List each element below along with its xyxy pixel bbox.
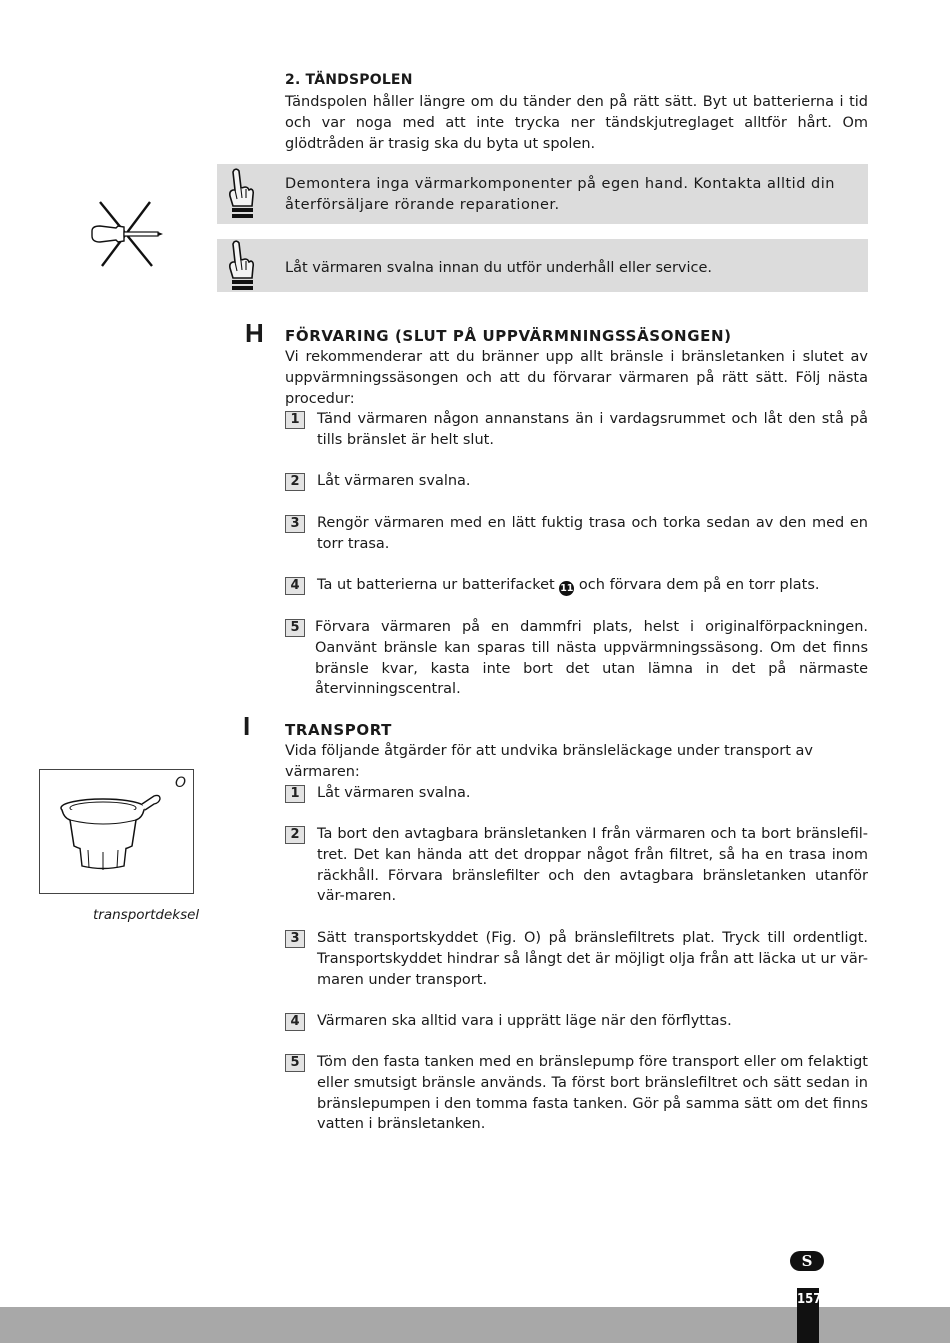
language-badge: S bbox=[790, 1251, 824, 1271]
step-text-part: Ta ut batterierna ur batterifacket bbox=[317, 577, 560, 593]
step-number: 5 bbox=[285, 619, 305, 637]
step-text: Låt värmaren svalna. bbox=[317, 785, 471, 801]
section-title-transport: TRANSPORT bbox=[285, 721, 393, 739]
step-text bbox=[317, 575, 868, 596]
step-text: Sätt transportskyddet (Fig. O) på bränslefiltrets plat. Tryck till ordentligt. Transportskyddet hindrar så långt det är möjligt olja från att läcka ut ur vär-maren under transport. bbox=[317, 930, 868, 988]
section-letter-i: I bbox=[243, 711, 251, 741]
step-text: Ta bort den avtagbara bränsletanken I från värmaren och ta bort bränslefil-tret. Det kan hända att det droppar något från filtret, så ha en trasa inom räckhåll. Förvara bränslefilter och den avtagbara bränsletanken utanför vär-maren. bbox=[317, 826, 868, 905]
figure-caption: transportdeksel bbox=[93, 907, 200, 923]
step-number: 5 bbox=[285, 1054, 305, 1072]
step-number: 2 bbox=[285, 826, 305, 844]
step-number: 3 bbox=[285, 515, 305, 533]
page-number: 157 bbox=[797, 1288, 819, 1343]
step-text: Låt värmaren svalna. bbox=[317, 473, 471, 489]
step-text: Värmaren ska alltid vara i upprätt läge när den förflyttas. bbox=[317, 1013, 732, 1029]
storage-intro: Vi rekommenderar att du bränner upp allt bränsle i bränsletanken i slutet av uppvärmningssäsongen och att du förvarar värmaren på rätt sätt. Följ nästa procedur: bbox=[285, 349, 868, 407]
transport-intro: Vida följande åtgärder för att undvika bränsleläckage under transport av värmaren: bbox=[285, 743, 814, 780]
step-number: 1 bbox=[285, 785, 305, 803]
figure-label: O bbox=[174, 775, 186, 791]
pointing-hand-icon bbox=[225, 240, 255, 292]
warning-text: Låt värmaren svalna innan du utför underhåll eller service. bbox=[285, 260, 713, 276]
step-text: Rengör värmaren med en lätt fuktig trasa och torka sedan av den med en torr trasa. bbox=[317, 515, 868, 552]
tandspolen-paragraph: Tändspolen håller längre om du tänder den på rätt sätt. Byt ut batterierna i tid och var noga med att inte trycka ner tändskjutreglaget alltför hårt. Om glödtråden är trasig ska du byta ut spolen. bbox=[285, 94, 868, 152]
step-number: 2 bbox=[285, 473, 305, 491]
step-text: Tänd värmaren någon annanstans än i vardagsrummet och låt den stå på tills bränslet är helt slut. bbox=[317, 411, 868, 448]
step-text: Töm den fasta tanken med en bränslepump före transport eller om felaktigt eller smutsigt bränsle används. Ta först bort bränslefiltret och sätt sedan in bränslepumpen i den tomma fasta tanken. Gör på samma sätt om det finns vatten i bränsletanken. bbox=[317, 1054, 868, 1133]
step-number: 3 bbox=[285, 930, 305, 948]
figure-transport-cover bbox=[39, 769, 194, 894]
step-number: 4 bbox=[285, 577, 305, 595]
pointing-hand-icon bbox=[225, 168, 255, 220]
warning-box-1 bbox=[217, 164, 868, 224]
no-screwdriver-icon bbox=[88, 198, 166, 270]
step-number: 4 bbox=[285, 1013, 305, 1031]
warning-box-2 bbox=[217, 239, 868, 292]
transport-cover-illustration bbox=[58, 788, 162, 878]
section-letter-h: H bbox=[245, 318, 264, 348]
warning-text: Demontera inga värmarkomponenter på egen hand. Kontakta alltid din återförsäljare rörande reparationer. bbox=[285, 176, 835, 213]
step-text: Förvara värmaren på en dammfri plats, helst i originalförpackningen. Oanvänt bränsle kan sparas till nästa uppvärmningssäsong. Om det finns bränsle kvar, kasta inte bort det utan lämna in det på närmaste återvinningscentral. bbox=[315, 619, 868, 698]
section-title-storage: FÖRVARING (SLUT PÅ UPPVÄRMNINGSSÄSONGEN) bbox=[285, 327, 732, 345]
step-text-part: och förvara dem på en torr plats. bbox=[574, 577, 820, 593]
subsection-heading: 2. TÄNDSPOLEN bbox=[285, 72, 413, 88]
step-number: 1 bbox=[285, 411, 305, 429]
battery-compartment-ref: 11 bbox=[560, 583, 574, 594]
